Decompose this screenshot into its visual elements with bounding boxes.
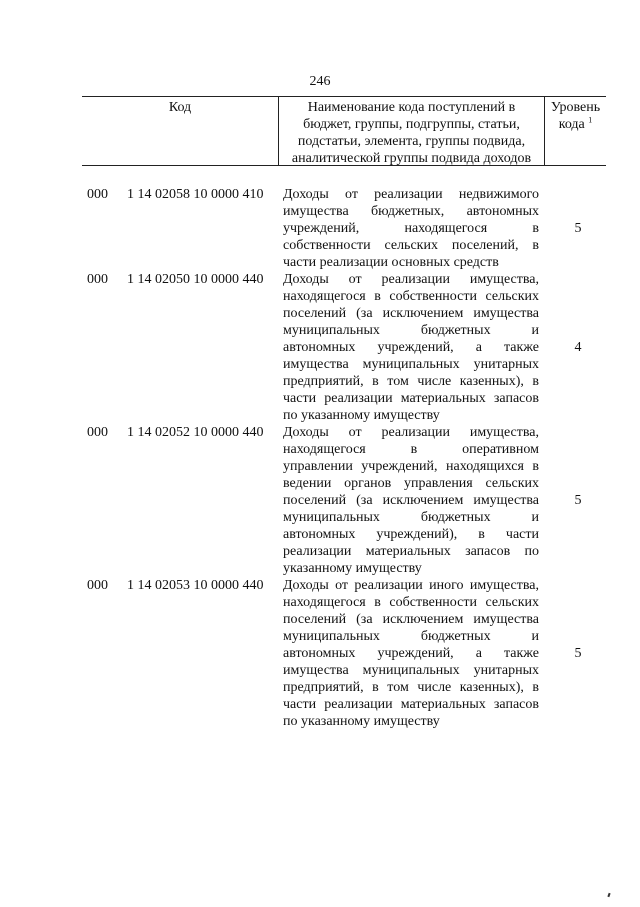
row-name-line: находящегося в собственности сельских (283, 595, 539, 610)
row-name-line: поселений (за исключением имущества (283, 493, 539, 508)
row-name-line: Доходы от реализации недвижимого (283, 187, 539, 202)
row-name-line: автономных учреждений, а также (283, 340, 539, 355)
header-level-text: кода (558, 117, 585, 132)
row-name (283, 577, 539, 730)
row-code: 1 14 02053 10 0000 440 (127, 578, 264, 593)
row-level: 5 (574, 646, 582, 661)
header-name-line: аналитической группы подвида доходов (291, 151, 532, 166)
row-name-line: ведении органов управления сельских (283, 476, 539, 491)
row-level: 4 (574, 340, 582, 355)
row-code: 1 14 02058 10 0000 410 (127, 187, 264, 202)
row-name-line: части реализации основных средств (283, 255, 499, 270)
header-name (279, 99, 544, 167)
table-header (82, 96, 606, 166)
footnote-marker: 1 (588, 115, 593, 125)
row-name-line: Доходы от реализации иного имущества, (283, 578, 539, 593)
row-name-line: реализации материальных запасов по (283, 544, 539, 559)
row-name-line: поселений (за исключением имущества (283, 306, 539, 321)
row-level: 5 (574, 221, 582, 236)
row-name-line: поселений (за исключением имущества (283, 612, 539, 627)
row-prefix: 000 (87, 272, 108, 287)
row-name-line: предприятий, в том числе казенных), в (283, 680, 539, 695)
row-name-line: управлении учреждений, находящихся в (283, 459, 539, 474)
row-name-line: имущества бюджетных, автономных (283, 204, 539, 219)
row-name-line: имущества муниципальных унитарных (283, 663, 539, 678)
header-name-line: подстатьи, элемента, группы подвида, (297, 134, 526, 149)
row-prefix: 000 (87, 187, 108, 202)
header-name-line: Наименование кода поступлений в (307, 100, 516, 115)
row-name-line: муниципальных бюджетных и (283, 510, 539, 525)
row-name-line: автономных учреждений, а также (283, 646, 539, 661)
header-code: Код (168, 100, 192, 115)
scan-speck (607, 893, 610, 897)
row-name (283, 424, 539, 577)
page-number: 246 (309, 74, 331, 89)
row-name-line: находящегося в собственности сельских (283, 289, 539, 304)
row-level: 5 (574, 493, 582, 508)
row-code: 1 14 02052 10 0000 440 (127, 425, 264, 440)
row-name-line: собственности сельских поселений, в (283, 238, 539, 253)
row-name-line: имущества муниципальных унитарных (283, 357, 539, 372)
row-name-line: по указанному имуществу (283, 408, 440, 423)
header-name-line: бюджет, группы, подгруппы, статьи, (303, 117, 520, 132)
header-level-line (545, 116, 606, 133)
row-name-line: предприятий, в том числе казенных), в (283, 374, 539, 389)
row-name-line: Доходы от реализации имущества, (283, 272, 539, 287)
row-name-line: учреждений, находящегося в (283, 221, 539, 236)
row-prefix: 000 (87, 578, 108, 593)
row-name-line: муниципальных бюджетных и (283, 323, 539, 338)
row-name-line: части реализации материальных запасов (283, 697, 539, 712)
row-name-line: по указанному имуществу (283, 714, 440, 729)
row-name-line: автономных учреждений), в части (283, 527, 539, 542)
row-name-line: находящегося в оперативном (283, 442, 539, 457)
row-name-line: муниципальных бюджетных и (283, 629, 539, 644)
row-name (283, 271, 539, 424)
row-name-line: Доходы от реализации имущества, (283, 425, 539, 440)
row-prefix: 000 (87, 425, 108, 440)
row-name (283, 186, 539, 271)
row-name-line: части реализации материальных запасов (283, 391, 539, 406)
row-code: 1 14 02050 10 0000 440 (127, 272, 264, 287)
header-level (545, 99, 606, 133)
header-level-line: Уровень (550, 100, 601, 115)
row-name-line: указанному имуществу (283, 561, 422, 576)
